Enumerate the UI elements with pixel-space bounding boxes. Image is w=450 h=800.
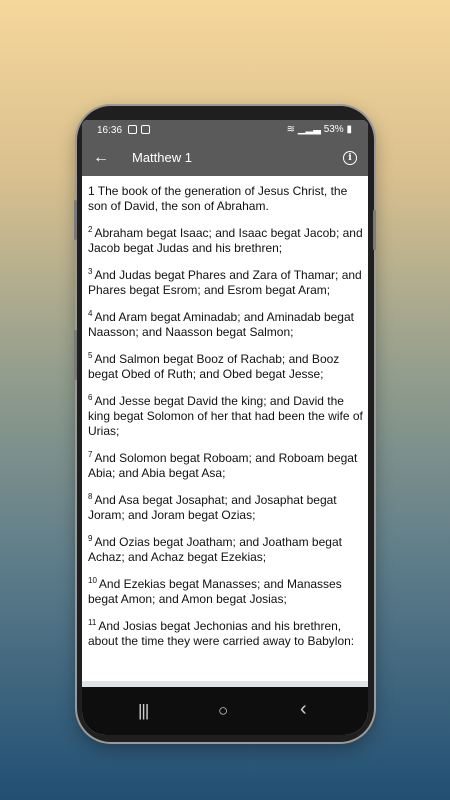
nav-back-icon[interactable]: ‹	[300, 698, 307, 720]
power-button	[373, 210, 376, 250]
verse-text: And Ozias begat Joatham; and Joatham begat Achaz; and Achaz begat Ezekias;	[88, 535, 342, 564]
battery-percent: 53%	[323, 124, 344, 135]
home-icon[interactable]: ○	[218, 701, 229, 720]
signal-icon: ▁▂▃	[297, 124, 321, 135]
verse-text: And Josias begat Jechonias and his brethren, about the time they were carried away to Babylon:	[88, 619, 355, 648]
verse-6	[88, 394, 364, 439]
verse-number: 8	[88, 492, 93, 501]
verse-text: And Ezekias begat Manasses; and Manasses begat Amon; and Amon begat Josias;	[88, 577, 342, 606]
verse-number: 4	[88, 309, 93, 318]
verse-text: And Salmon begat Booz of Rachab; and Booz begat Obed of Ruth; and Obed begat Jesse;	[88, 352, 340, 381]
verse-text: And Asa begat Josaphat; and Josaphat begat Joram; and Joram begat Ozias;	[88, 493, 337, 522]
back-arrow-icon[interactable]: ←	[93, 149, 109, 166]
verse-9	[88, 535, 364, 565]
chapter-text	[88, 184, 364, 661]
status-time: 16:36	[97, 125, 123, 136]
app-notification-icon	[141, 125, 150, 134]
side-button	[74, 330, 77, 380]
status-right	[287, 124, 352, 135]
verse-1	[88, 184, 364, 214]
verse-2	[88, 226, 364, 256]
verse-text: And Aram begat Aminadab; and Aminadab begat Naasson; and Naasson begat Salmon;	[88, 310, 354, 339]
verse-number: 5	[88, 351, 93, 360]
wifi-icon: ≋	[286, 124, 296, 135]
verse-11	[88, 619, 364, 649]
verse-text: And Solomon begat Roboam; and Roboam begat Abia; and Abia begat Asa;	[88, 451, 358, 480]
volume-button	[74, 200, 77, 240]
verse-text: Abraham begat Isaac; and Isaac begat Jacob; and Jacob begat Judas and his brethren;	[88, 226, 363, 255]
page-title: Matthew 1	[132, 150, 192, 165]
verse-number: 7	[88, 450, 93, 459]
info-icon[interactable]: i	[343, 151, 357, 165]
status-bar	[82, 120, 368, 141]
verse-text: And Judas begat Phares and Zara of Thamar; and Phares begat Esrom; and Esrom begat Aram;	[88, 268, 362, 297]
verse-10	[88, 577, 364, 607]
verse-number: 2	[88, 225, 93, 234]
verse-8	[88, 493, 364, 523]
verse-text: 1 The book of the generation of Jesus Christ, the son of David, the son of Abraham.	[88, 184, 348, 213]
phone-screen	[82, 120, 368, 735]
app-bar	[82, 141, 368, 176]
verse-number: 9	[88, 534, 93, 543]
verse-4	[88, 310, 364, 340]
recents-icon[interactable]: |||	[138, 701, 149, 720]
gallery-notification-icon	[128, 125, 137, 134]
verse-number: 10	[88, 576, 97, 585]
navigation-bar	[82, 687, 368, 735]
verse-number: 11	[88, 618, 97, 627]
verse-5	[88, 352, 364, 382]
verse-7	[88, 451, 364, 481]
verse-text: And Jesse begat David the king; and David the king begat Solomon of her that had been the wife of Urias;	[88, 394, 363, 438]
battery-icon: ▮	[346, 124, 352, 135]
verse-number: 3	[88, 267, 93, 276]
verse-3	[88, 268, 364, 298]
verse-number: 6	[88, 393, 93, 402]
